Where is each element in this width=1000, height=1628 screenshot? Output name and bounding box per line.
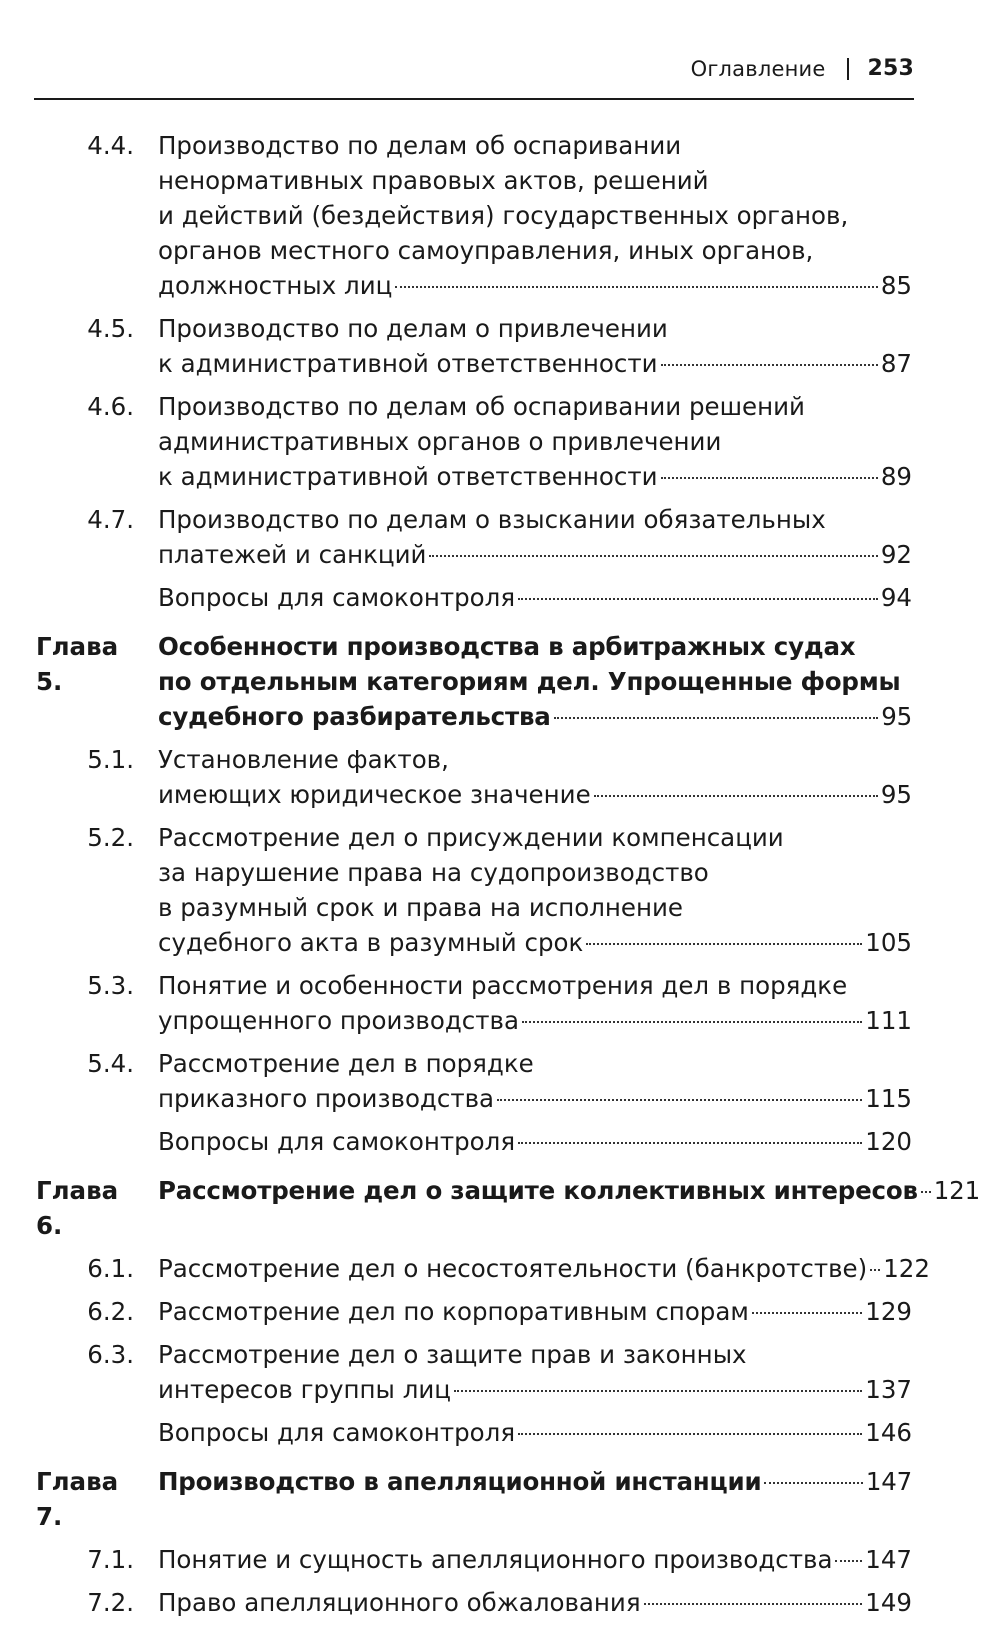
toc-entry-page-number: 95	[880, 780, 912, 809]
toc-entry-title	[158, 1124, 912, 1159]
dot-leader	[429, 555, 877, 557]
dot-leader	[522, 1021, 862, 1023]
toc-entry-title	[158, 1337, 912, 1407]
toc-entry-title-line: Рассмотрение дел в порядке	[158, 1049, 534, 1078]
toc-entry-leader-line	[158, 1124, 912, 1159]
toc-entry-page-number: 111	[865, 1006, 912, 1035]
dot-leader	[518, 598, 878, 600]
toc-entry-title-line: в разумный срок и права на исполнение	[158, 893, 683, 922]
toc-entry-title-line: Производство по делам о привлечении	[158, 314, 668, 343]
toc-entry-title-line: за нарушение права на судопроизводство	[158, 858, 709, 887]
dot-leader	[661, 364, 878, 366]
toc-entry-number: 6.3.	[87, 1340, 134, 1369]
toc-entry-leader-line	[158, 1251, 930, 1286]
toc-entry-title	[158, 580, 912, 615]
toc-entry-leader-line	[158, 346, 912, 381]
toc-entry-leader-line	[158, 459, 912, 494]
dot-leader	[497, 1099, 862, 1101]
toc-entry-title	[158, 742, 912, 812]
dot-leader	[644, 1603, 863, 1605]
toc-entry-title-line: Производство по делам об оспаривании	[158, 131, 682, 160]
toc-entry-title-line: должностных лиц	[158, 271, 393, 300]
toc-entry-title	[158, 1464, 912, 1499]
dot-leader	[752, 1312, 862, 1314]
toc-entry-title-line: Право апелляционного обжалования	[158, 1588, 641, 1617]
toc-entry-number: 6.1.	[87, 1254, 134, 1283]
toc-entry-title-line: Понятие и особенности рассмотрения дел в порядке	[158, 971, 848, 1000]
toc-entry-title-line: ненормативных правовых актов, решений	[158, 166, 709, 195]
toc-entry-number: Глава 5.	[36, 632, 119, 696]
toc-entry-number: Глава 7.	[36, 1467, 119, 1531]
toc-entry-title-line: Рассмотрение дел по корпоративным спорам	[158, 1297, 749, 1326]
toc-entry-page-number: 87	[880, 349, 912, 378]
running-head-section: Оглавление	[690, 56, 826, 81]
running-head-page-number: 253	[867, 56, 914, 81]
toc-entry-title-line: Особенности производства в арбитражных судах	[158, 632, 856, 661]
toc-entry-leader-line	[158, 1585, 912, 1620]
toc-entry-title-line: органов местного самоуправления, иных органов,	[158, 236, 814, 265]
toc-entry-page-number: 147	[865, 1545, 912, 1574]
toc-entry-title-line: Вопросы для самоконтроля	[158, 583, 516, 612]
toc-entry-title-line: судебного акта в разумный срок	[158, 928, 584, 957]
toc-entry-leader-line	[158, 1372, 912, 1407]
toc-entry-title-line: судебного разбирательства	[158, 702, 551, 731]
toc-entry-title	[158, 1046, 912, 1116]
toc-entry-leader-line	[158, 1542, 912, 1577]
toc-entry-number: 7.2.	[87, 1588, 134, 1617]
toc-entry-page-number: 122	[883, 1254, 930, 1283]
toc-entry-title	[158, 1173, 980, 1208]
dot-leader	[921, 1191, 931, 1193]
dot-leader	[518, 1142, 862, 1144]
toc-entry-page-number: 146	[865, 1418, 912, 1447]
toc-entry-number: 4.7.	[87, 505, 134, 534]
dot-leader	[835, 1560, 862, 1562]
dot-leader	[454, 1390, 862, 1392]
toc-entry-leader-line	[158, 268, 912, 303]
toc-entry-page-number: 105	[865, 928, 912, 957]
toc-entry-page-number: 137	[865, 1375, 912, 1404]
dot-leader	[661, 477, 878, 479]
toc-section-entry[interactable]	[36, 1542, 912, 1577]
toc-entry-number: 6.2.	[87, 1297, 134, 1326]
toc-questions-entry[interactable]	[36, 580, 912, 615]
toc-section-entry[interactable]	[36, 1337, 912, 1407]
running-head-separator	[847, 58, 849, 80]
toc-entry-leader-line	[158, 1081, 912, 1116]
toc-entry-title-line: Вопросы для самоконтроля	[158, 1127, 516, 1156]
dot-leader	[518, 1433, 862, 1435]
toc-entry-title-line: Установление фактов,	[158, 745, 449, 774]
toc-entry-title	[158, 968, 912, 1038]
header-rule	[34, 98, 914, 100]
toc-entry-leader-line	[158, 1003, 912, 1038]
toc-entry-title-line: Рассмотрение дел о защите коллективных интересов	[158, 1176, 918, 1205]
toc-entry-page-number: 115	[865, 1084, 912, 1113]
toc-entry-leader-line	[158, 699, 912, 734]
toc-chapter-entry[interactable]	[36, 629, 912, 734]
toc-entry-title	[158, 820, 912, 960]
toc-entry-number: 4.6.	[87, 392, 134, 421]
toc-entry-title-line: имеющих юридическое значение	[158, 780, 591, 809]
toc-entry-number: Глава 6.	[36, 1176, 119, 1240]
toc-section-entry[interactable]	[36, 820, 912, 960]
toc-entry-page-number: 94	[880, 583, 912, 612]
dot-leader	[395, 286, 877, 288]
toc-entry-page-number: 129	[865, 1297, 912, 1326]
toc-section-entry[interactable]	[36, 1251, 930, 1286]
toc-entry-title-line: платежей и санкций	[158, 540, 427, 569]
toc-entry-title-line: по отдельным категориям дел. Упрощенные формы	[158, 667, 901, 696]
toc-entry-leader-line	[158, 537, 912, 572]
toc-entry-title-line: Производство по делам о взыскании обязательных	[158, 505, 826, 534]
toc-entry-title	[158, 311, 912, 381]
toc-entry-title	[158, 1294, 912, 1329]
dot-leader	[594, 795, 878, 797]
toc-entry-title	[158, 629, 912, 734]
toc-entry-leader-line	[158, 1294, 912, 1329]
toc-entry-title-line: Рассмотрение дел о несостоятельности (банкротстве)	[158, 1254, 868, 1283]
toc-entry-page-number: 149	[865, 1588, 912, 1617]
dot-leader	[554, 717, 879, 719]
toc-chapter-entry[interactable]	[36, 1464, 912, 1534]
toc-entry-title	[158, 1585, 912, 1620]
toc-entry-leader-line	[158, 580, 912, 615]
toc-entry-title-line: Производство по делам об оспаривании решений	[158, 392, 805, 421]
toc-entry-leader-line	[158, 925, 912, 960]
toc-entry-leader-line	[158, 1415, 912, 1450]
toc-entry-title	[158, 128, 912, 303]
running-head	[691, 56, 914, 81]
toc-entry-page-number: 92	[880, 540, 912, 569]
dot-leader	[586, 943, 862, 945]
toc-entry-number: 4.5.	[87, 314, 134, 343]
toc-entry-number: 4.4.	[87, 131, 134, 160]
toc-entry-title-line: Рассмотрение дел о защите прав и законных	[158, 1340, 747, 1369]
toc-entry-number: 7.1.	[87, 1545, 134, 1574]
toc-entry-title-line: Рассмотрение дел о присуждении компенсации	[158, 823, 784, 852]
toc-entry-page-number: 120	[865, 1127, 912, 1156]
toc-section-entry[interactable]	[36, 968, 912, 1038]
dot-leader	[870, 1269, 880, 1271]
table-of-contents	[36, 128, 980, 1628]
toc-questions-entry[interactable]	[36, 1124, 912, 1159]
toc-entry-title-line: Понятие и сущность апелляционного производства	[158, 1545, 833, 1574]
toc-questions-entry[interactable]	[36, 1415, 912, 1450]
toc-entry-number: 5.1.	[87, 745, 134, 774]
toc-section-entry[interactable]	[36, 389, 912, 494]
toc-entry-title-line: упрощенного производства	[158, 1006, 519, 1035]
toc-section-entry[interactable]	[36, 1585, 912, 1620]
toc-entry-page-number: 85	[880, 271, 912, 300]
toc-entry-number: 5.2.	[87, 823, 134, 852]
toc-entry-leader-line	[158, 1464, 912, 1499]
toc-entry-page-number: 89	[880, 462, 912, 491]
toc-entry-number: 5.4.	[87, 1049, 134, 1078]
toc-entry-title-line: и действий (бездействия) государственных органов,	[158, 201, 849, 230]
toc-section-entry[interactable]	[36, 1046, 912, 1116]
toc-section-entry[interactable]	[36, 742, 912, 812]
toc-section-entry[interactable]	[36, 1294, 912, 1329]
toc-entry-title	[158, 1415, 912, 1450]
toc-entry-leader-line	[158, 777, 912, 812]
toc-entry-title-line: к административной ответственности	[158, 349, 658, 378]
toc-entry-page-number: 121	[933, 1176, 980, 1205]
dot-leader	[764, 1482, 862, 1484]
toc-entry-title-line: приказного производства	[158, 1084, 495, 1113]
toc-section-entry[interactable]	[36, 311, 912, 381]
toc-entry-number: 5.3.	[87, 971, 134, 1000]
toc-entry-title	[158, 389, 912, 494]
toc-entry-title	[158, 1251, 930, 1286]
toc-chapter-entry[interactable]	[36, 1173, 980, 1243]
toc-entry-page-number: 95	[881, 702, 912, 731]
toc-entry-title-line: административных органов о привлечении	[158, 427, 722, 456]
toc-entry-leader-line	[158, 1173, 980, 1208]
toc-entry-title-line: к административной ответственности	[158, 462, 658, 491]
toc-entry-title-line: интересов группы лиц	[158, 1375, 451, 1404]
toc-entry-title-line: Производство в апелляционной инстанции	[158, 1467, 762, 1496]
toc-section-entry[interactable]	[36, 502, 912, 572]
toc-entry-title-line: Вопросы для самоконтроля	[158, 1418, 516, 1447]
toc-entry-page-number: 147	[865, 1467, 912, 1496]
toc-section-entry[interactable]	[36, 128, 912, 303]
toc-entry-title	[158, 502, 912, 572]
toc-entry-title	[158, 1542, 912, 1577]
